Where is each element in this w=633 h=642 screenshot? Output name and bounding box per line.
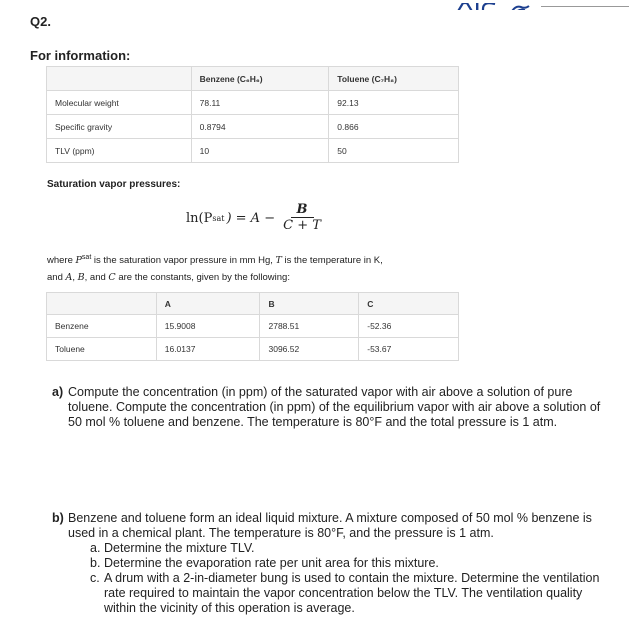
part-a-text: Compute the concentration (in ppm) of the saturated vapor with air above a solution of pure toluene. Compute the concentration (in ppm) of the equilibrium vapor with air above a solution of 50 mol % toluene and benzene. The temperature is 80°F and the total pressure is 1 atm. — [68, 385, 601, 429]
psat-symbol: P — [75, 255, 82, 267]
equation-fraction — [279, 202, 325, 234]
table-cell: Benzene — [47, 315, 157, 338]
where-text: is the temperature in K, — [284, 255, 383, 267]
table-header-cell: Toluene (C₇H₈) — [329, 67, 459, 91]
part-a-label: a) — [52, 385, 64, 399]
table-header-row — [47, 67, 459, 91]
part-b-text: Benzene and toluene form an ideal liquid mixture. A mixture composed of 50 mol % benzene is used in a chemical plant. The temperature is 80°F, and the pressure is 1 atm. — [68, 511, 592, 540]
table-header-cell: B — [260, 293, 359, 315]
table-cell: 50 — [329, 139, 459, 163]
table-cell: Toluene — [47, 338, 157, 361]
where-text: and — [47, 272, 63, 284]
where-text: , and — [84, 272, 106, 284]
part-a — [52, 385, 604, 430]
a-symbol: A — [65, 272, 73, 284]
table-cell: 0.866 — [329, 115, 459, 139]
part-b — [52, 511, 604, 616]
where-paragraph — [47, 249, 467, 286]
table-cell: 15.9008 — [156, 315, 260, 338]
table-cell: -52.36 — [359, 315, 459, 338]
c-symbol: C — [108, 272, 116, 284]
where-text: where — [47, 255, 73, 267]
table-row — [47, 315, 459, 338]
table-cell: 78.11 — [191, 91, 329, 115]
t-symbol: T — [275, 255, 282, 267]
list-item-letter: a. — [90, 541, 101, 555]
list-item-letter: c. — [90, 571, 100, 585]
equation-mid: ) = A − — [226, 210, 276, 226]
table-header-cell — [47, 67, 192, 91]
university-logo-icon — [455, 0, 633, 10]
list-item — [52, 571, 604, 616]
b-symbol: B — [77, 272, 85, 284]
table-header-cell — [47, 293, 157, 315]
table-cell: TLV (ppm) — [47, 139, 192, 163]
table-cell: 10 — [191, 139, 329, 163]
equation-sup: sat — [212, 213, 225, 223]
antoine-constants-table — [46, 292, 459, 361]
table-cell: 2788.51 — [260, 315, 359, 338]
table-row — [47, 115, 459, 139]
list-item-text: A drum with a 2-in-diameter bung is used to contain the mixture. Determine the ventilation rate required to maintain the vapor concentration below the TLV. The ventilation quality within the vicinity of this operation is average. — [104, 571, 600, 615]
table-row — [47, 338, 459, 361]
equation-numerator: B — [291, 202, 314, 218]
table-cell: Molecular weight — [47, 91, 192, 115]
table-header-cell: A — [156, 293, 260, 315]
table-cell: 0.8794 — [191, 115, 329, 139]
where-text: is the saturation vapor pressure in mm Hg, — [93, 255, 273, 267]
equation-lhs: ln(P — [186, 210, 213, 226]
list-item — [52, 556, 604, 571]
table-header-cell: Benzene (C₆H₆) — [191, 67, 329, 91]
table-cell: 92.13 — [329, 91, 459, 115]
list-item-text: Determine the mixture TLV. — [104, 541, 255, 555]
antoine-equation — [186, 202, 325, 234]
question-label: Q2. — [30, 14, 51, 29]
where-text: are the constants, given by the following: — [118, 272, 290, 284]
part-b-label: b) — [52, 511, 64, 525]
table-row — [47, 139, 459, 163]
properties-table — [46, 66, 459, 163]
table-cell: -53.67 — [359, 338, 459, 361]
table-cell: 16.0137 — [156, 338, 260, 361]
table-cell: 3096.52 — [260, 338, 359, 361]
table-cell: Specific gravity — [47, 115, 192, 139]
psat-sup: sat — [81, 254, 92, 261]
list-item-text: Determine the evaporation rate per unit area for this mixture. — [104, 556, 439, 570]
where-text: , — [72, 272, 76, 284]
table-row — [47, 91, 459, 115]
list-item-letter: b. — [90, 556, 101, 570]
table-header-row — [47, 293, 459, 315]
info-heading: For information: — [30, 48, 131, 63]
list-item — [52, 541, 604, 556]
table-header-cell: C — [359, 293, 459, 315]
saturation-heading: Saturation vapor pressures: — [47, 179, 181, 190]
equation-denominator: C + T — [283, 218, 321, 233]
